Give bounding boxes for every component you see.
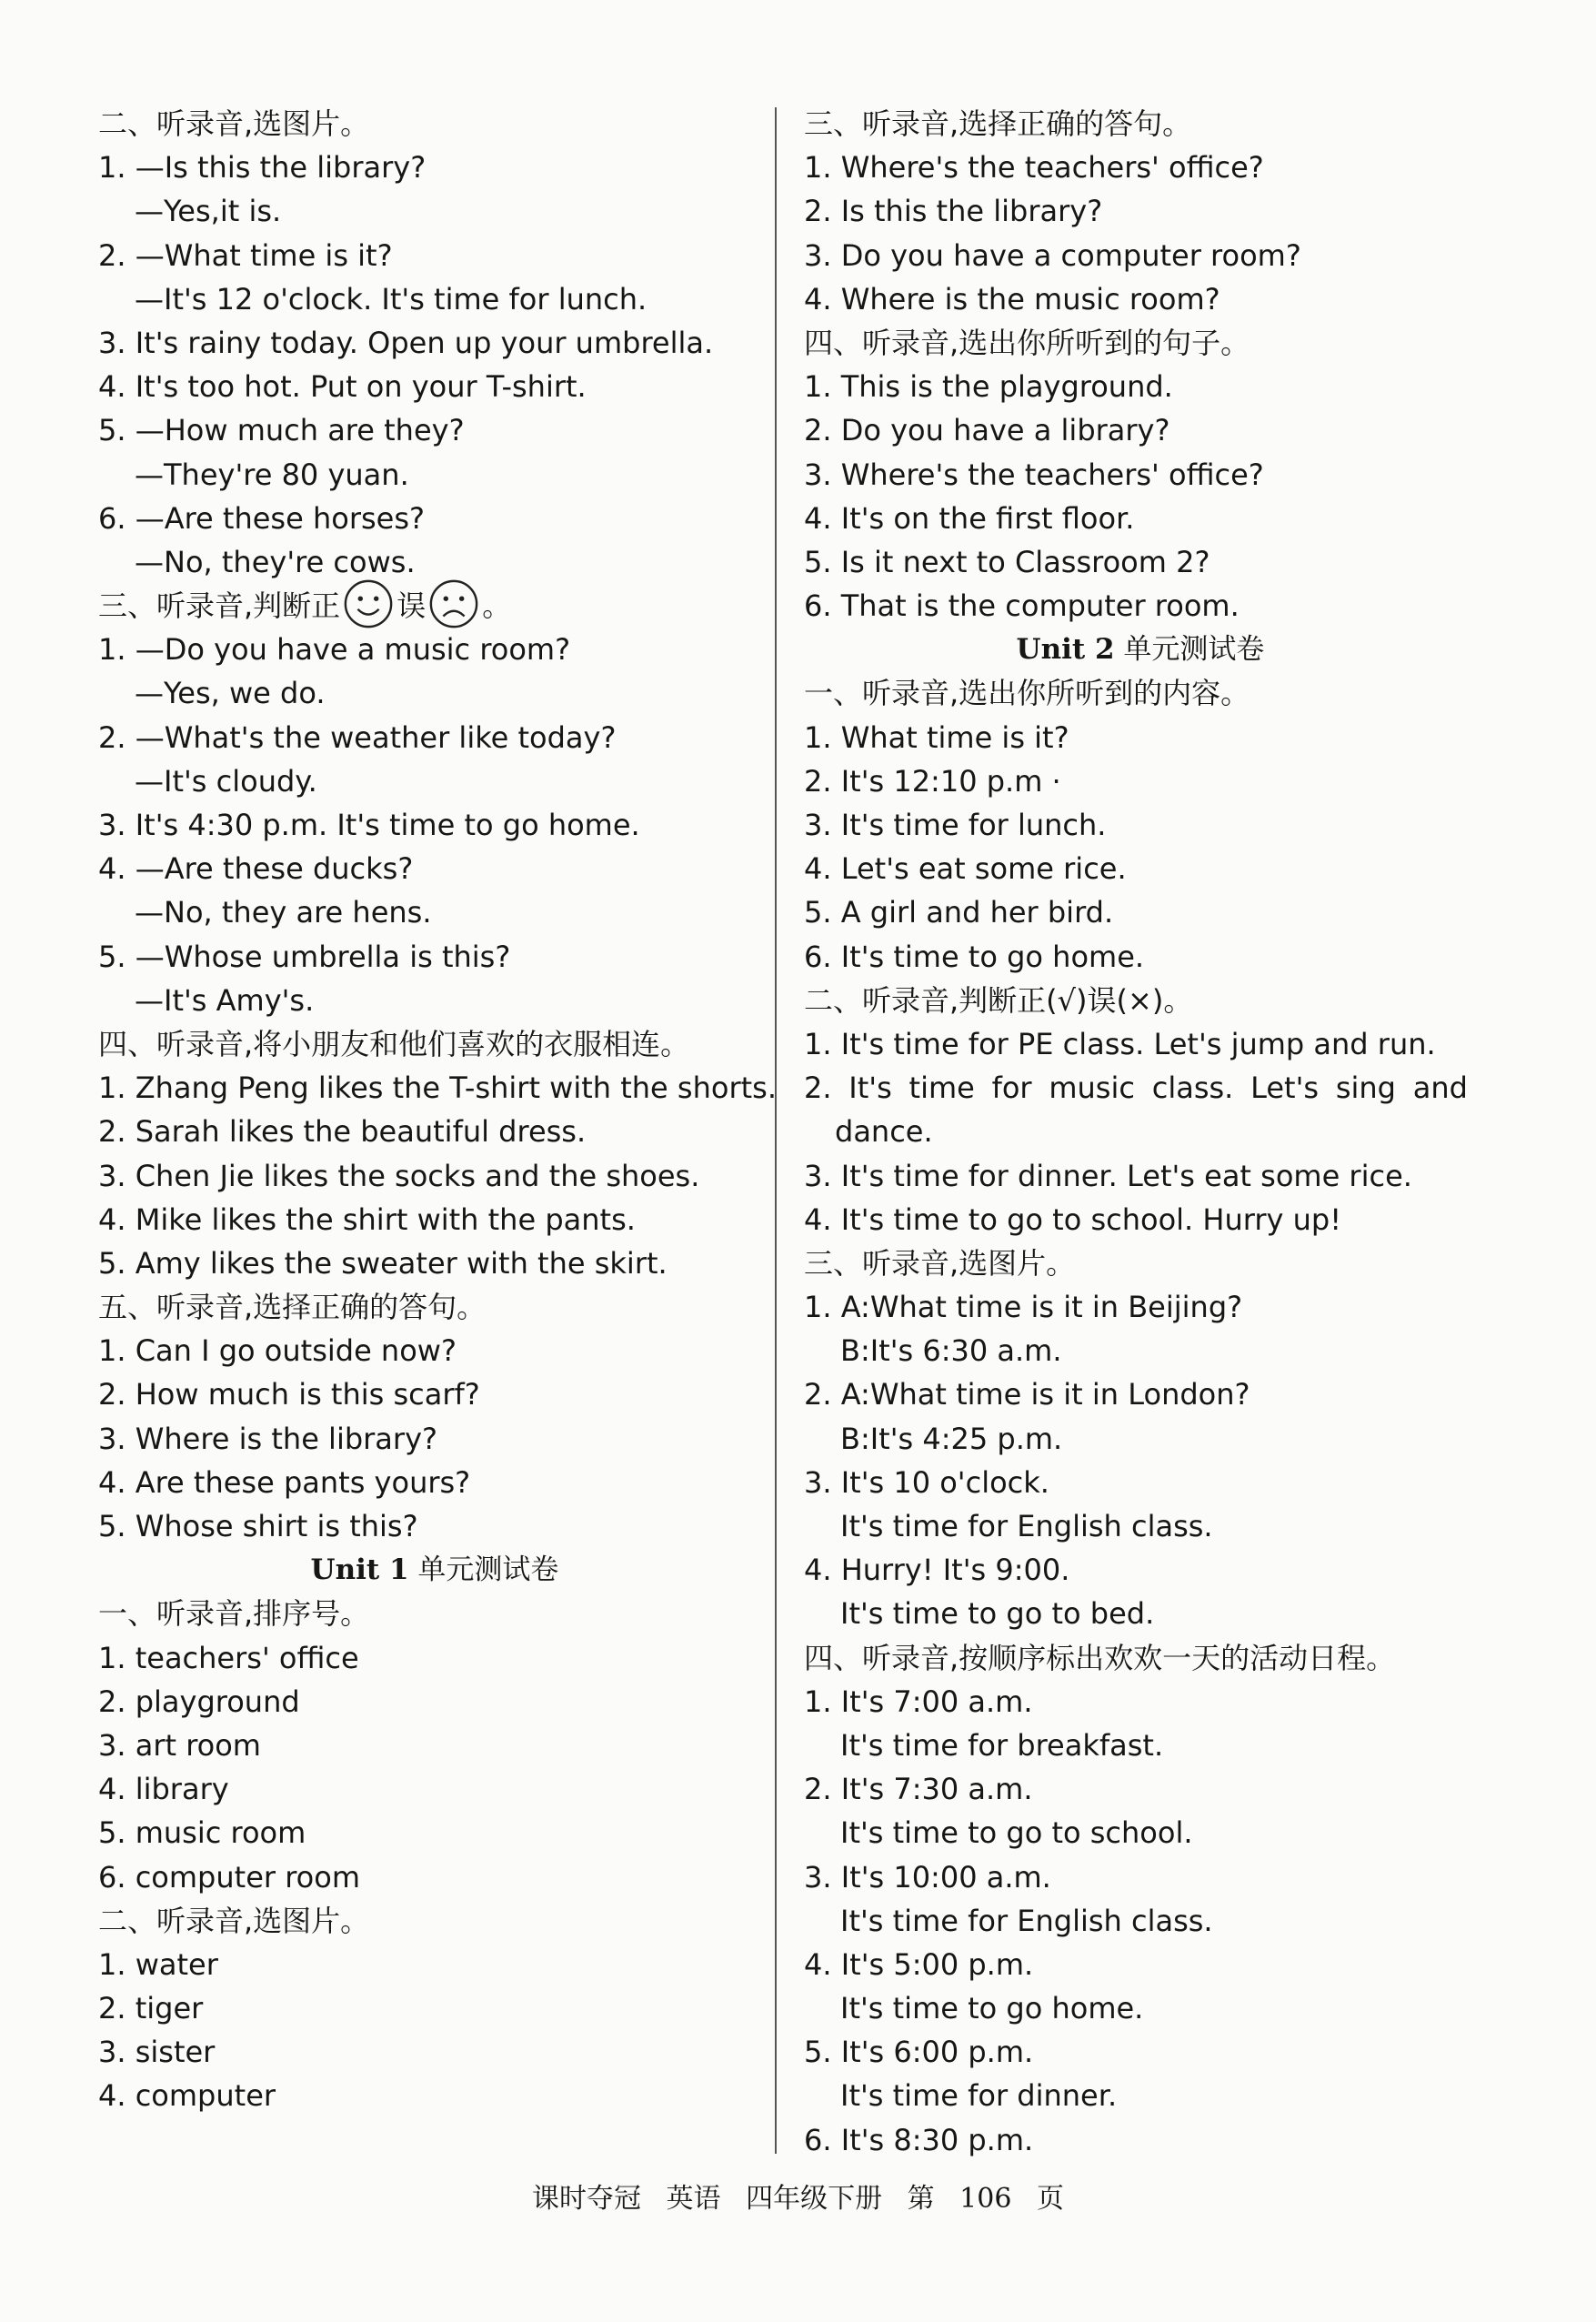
right-column — [804, 102, 1477, 2162]
answer-line — [804, 1066, 1477, 1110]
unit-title — [98, 1548, 771, 1592]
answer-line: 5. music room — [98, 1815, 306, 1851]
unit-title-text: 单元测试卷 — [1114, 633, 1265, 667]
word: It's — [848, 1071, 892, 1106]
answer-line: 1. It's 7:00 a.m. — [804, 1684, 1033, 1719]
answer-line: 5. It's 6:00 p.m. — [804, 2035, 1034, 2070]
answer-line: 2. Sarah likes the beautiful dress. — [98, 1114, 587, 1150]
answer-line: 3. Where is the library? — [98, 1421, 437, 1456]
answer-line: 4. —Are these ducks? — [98, 851, 414, 887]
unit-title-text: 单元测试卷 — [408, 1553, 559, 1587]
answer-line: 5. Is it next to Classroom 2? — [804, 544, 1210, 579]
answer-line: 1. A:What time is it in Beijing? — [804, 1290, 1243, 1325]
answer-line: 6. —Are these horses? — [98, 500, 425, 536]
unit-label: Unit 1 — [310, 1553, 409, 1587]
answer-line: It's time for breakfast. — [840, 1727, 1164, 1763]
answer-line: 1. What time is it? — [804, 719, 1069, 755]
heading-text: 三、听录音,判断正 — [98, 588, 341, 624]
section-heading: 四、听录音,将小朋友和他们喜欢的衣服相连。 — [98, 1026, 690, 1061]
answer-line: 2. playground — [98, 1684, 300, 1719]
answer-line: 1. This is the playground. — [804, 369, 1173, 405]
answer-line: 1. Can I go outside now? — [98, 1333, 457, 1369]
happy-face-icon — [342, 578, 395, 630]
answer-line: 3. Where's the teachers' office? — [804, 457, 1264, 492]
word: for — [991, 1071, 1032, 1106]
word: class. — [1151, 1071, 1234, 1106]
answer-line: 2. Do you have a library? — [804, 413, 1170, 448]
answer-line: It's time for dinner. — [840, 2078, 1118, 2114]
answer-line: 3. It's 10 o'clock. — [804, 1464, 1049, 1500]
answer-line: 2. —What time is it? — [98, 237, 393, 273]
left-column — [98, 102, 777, 2118]
section-heading: 三、听录音,选择正确的答句。 — [804, 106, 1192, 141]
answer-line: 5. Amy likes the sweater with the skirt. — [98, 1245, 668, 1281]
answer-line: 3. art room — [98, 1727, 261, 1763]
answer-line: 3. It's time for lunch. — [804, 808, 1107, 842]
answer-line: 2. It's 12:10 p.m · — [804, 763, 1061, 799]
unit-title — [804, 628, 1477, 671]
word: time — [908, 1071, 975, 1106]
section-heading: 一、听录音,排序号。 — [98, 1596, 370, 1632]
word: 2. — [804, 1071, 832, 1106]
answer-line: 6. It's time to go home. — [804, 939, 1145, 974]
unit-label: Unit 2 — [1016, 633, 1115, 667]
answer-line: 4. Are these pants yours? — [98, 1464, 471, 1500]
answer-line: 3. It's time for dinner. Let's eat some rice. — [804, 1158, 1412, 1193]
answer-line: —No, they're cows. — [135, 544, 416, 579]
section-heading: 四、听录音,按顺序标出欢欢一天的活动日程。 — [804, 1640, 1396, 1675]
answer-line: It's time to go home. — [840, 1991, 1144, 2026]
answer-line: 4. library — [98, 1772, 229, 1807]
answer-line: 3. It's 4:30 p.m. It's time to go home. — [98, 808, 640, 842]
answer-line: —Yes,it is. — [135, 194, 282, 229]
answer-line: —They're 80 yuan. — [135, 457, 409, 492]
answer-line: 3. Do you have a computer room? — [804, 237, 1301, 273]
answer-line: 4. Let's eat some rice. — [804, 851, 1127, 887]
word: Let's — [1250, 1071, 1320, 1106]
answer-line: 1. water — [98, 1946, 218, 1982]
answer-line: 4. Mike likes the shirt with the pants. — [98, 1201, 636, 1237]
answer-line: 4. computer — [98, 2078, 276, 2114]
answer-line: 4. Hurry! It's 9:00. — [804, 1553, 1070, 1588]
answer-line: 2. —What's the weather like today? — [98, 719, 617, 755]
answer-line: 5. Whose shirt is this? — [98, 1509, 418, 1543]
answer-line: —It's Amy's. — [135, 982, 315, 1018]
answer-line: 2. It's 7:30 a.m. — [804, 1772, 1033, 1807]
answer-line: —No, they are hens. — [135, 895, 432, 930]
answer-line: dance. — [835, 1114, 933, 1150]
answer-line: 1. It's time for PE class. Let's jump and run. — [804, 1026, 1436, 1061]
section-heading — [98, 584, 771, 628]
word: and — [1412, 1071, 1468, 1106]
answer-line: 4. It's on the first floor. — [804, 500, 1135, 536]
answer-line: 6. computer room — [98, 1859, 360, 1895]
heading-text: 。 — [482, 588, 512, 624]
answer-line: 3. Chen Jie likes the socks and the shoes. — [98, 1158, 700, 1193]
answer-line: 5. —How much are they? — [98, 413, 465, 448]
section-heading: 五、听录音,选择正确的答句。 — [98, 1290, 487, 1325]
heading-text: 误 — [396, 588, 427, 624]
answer-line: 2. Is this the library? — [804, 194, 1103, 229]
section-heading: 二、听录音,判断正(√)误(×)。 — [804, 982, 1193, 1018]
answer-line: 1. teachers' office — [98, 1640, 359, 1675]
answer-line: 4. It's too hot. Put on your T-shirt. — [98, 369, 587, 405]
answer-line: 4. It's time to go to school. Hurry up! — [804, 1201, 1342, 1237]
answer-line: 1. —Is this the library? — [98, 150, 427, 186]
answer-line: 1. —Do you have a music room? — [98, 632, 571, 668]
answer-line: 2. tiger — [98, 1991, 204, 2026]
answer-line: 1. Where's the teachers' office? — [804, 150, 1264, 186]
word: music — [1049, 1071, 1135, 1106]
answer-line: —Yes, we do. — [135, 676, 326, 711]
answer-line: —It's cloudy. — [135, 763, 317, 799]
column-divider — [775, 107, 777, 2154]
answer-line: —It's 12 o'clock. It's time for lunch. — [135, 281, 647, 317]
page-footer: 课时夺冠 英语 四年级下册 第 106 页 — [532, 2183, 1064, 2215]
answer-line: It's time for English class. — [840, 1509, 1213, 1543]
answer-line: 6. It's 8:30 p.m. — [804, 2122, 1034, 2157]
answer-line: 3. It's 10:00 a.m. — [804, 1859, 1051, 1895]
answer-line: 2. A:What time is it in London? — [804, 1377, 1250, 1412]
answer-line: 2. How much is this scarf? — [98, 1377, 480, 1412]
answer-line: It's time to go to school. — [840, 1815, 1193, 1851]
answer-line: 4. Where is the music room? — [804, 281, 1220, 317]
answer-line: 3. It's rainy today. Open up your umbrella. — [98, 325, 714, 360]
answer-line: 5. —Whose umbrella is this? — [98, 939, 511, 974]
answer-line: 3. sister — [98, 2035, 216, 2070]
section-heading: 二、听录音,选图片。 — [98, 1903, 370, 1938]
section-heading: 一、听录音,选出你所听到的内容。 — [804, 676, 1250, 711]
answer-line: 5. A girl and her bird. — [804, 895, 1114, 930]
answer-line: It's time to go to bed. — [840, 1596, 1155, 1632]
answer-line: B:It's 4:25 p.m. — [840, 1421, 1063, 1456]
word: sing — [1335, 1071, 1396, 1106]
answer-line: 4. It's 5:00 p.m. — [804, 1946, 1034, 1982]
section-heading: 二、听录音,选图片。 — [98, 106, 370, 141]
answer-line: It's time for English class. — [840, 1903, 1213, 1938]
answer-line: B:It's 6:30 a.m. — [840, 1333, 1062, 1369]
section-heading: 三、听录音,选图片。 — [804, 1245, 1076, 1281]
section-heading: 四、听录音,选出你所听到的句子。 — [804, 325, 1250, 360]
answer-line: 1. Zhang Peng likes the T-shirt with the shorts. — [98, 1071, 777, 1106]
answer-line: 6. That is the computer room. — [804, 588, 1240, 624]
sad-face-icon — [427, 578, 480, 630]
